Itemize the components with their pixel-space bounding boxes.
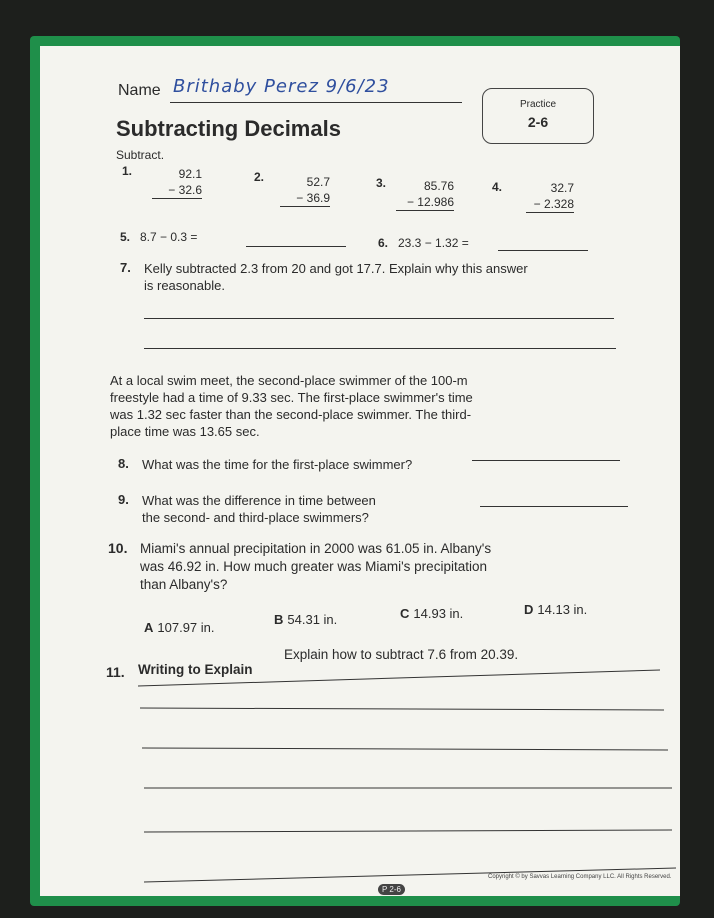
answer-line <box>144 830 672 832</box>
question-10-number: 10. <box>108 540 128 556</box>
question-11-answer-lines <box>40 46 680 896</box>
problem-3-bottom: − 12.986 <box>396 194 454 211</box>
practice-label: Practice <box>519 99 557 110</box>
problem-2-number: 2. <box>254 170 265 184</box>
choice-b-value: 54.31 in. <box>287 612 338 627</box>
name-label: Name <box>118 82 161 99</box>
passage-line: freestyle had a time of 9.33 sec. The first-place swimmer's time <box>110 390 473 405</box>
problem-5-expression: 8.7 − 0.3 = <box>140 230 198 244</box>
question-9-text: What was the difference in time between <box>142 493 376 508</box>
answer-line <box>140 708 664 710</box>
question-9-number: 9. <box>118 492 129 507</box>
question-9-text-line2: the second- and third-place swimmers? <box>142 510 369 525</box>
problem-6-expression: 23.3 − 1.32 = <box>398 236 469 250</box>
question-8-text: What was the time for the first-place swimmer? <box>142 457 413 472</box>
question-7-text: Kelly subtracted 2.3 from 20 and got 17.7. Explain why this answer <box>144 261 528 276</box>
passage-line: place time was 13.65 sec. <box>110 424 260 439</box>
choice-a-value: 107.97 in. <box>157 620 215 635</box>
question-7-number: 7. <box>120 260 131 275</box>
passage-line: was 1.32 sec faster than the second-place swimmer. The third- <box>110 407 472 422</box>
worksheet-page <box>40 46 680 896</box>
problem-3-number: 3. <box>376 176 387 190</box>
question-10-line: than Albany's? <box>140 577 228 592</box>
question-10-line: Miami's annual precipitation in 2000 was 61.05 in. Albany's <box>140 541 492 556</box>
choice-b-letter: B <box>274 612 284 627</box>
problem-4-number: 4. <box>492 180 503 194</box>
problem-1-bottom: − 32.6 <box>152 182 202 199</box>
problem-1-number: 1. <box>122 164 133 178</box>
page-code: P 2-6 <box>378 884 405 895</box>
problem-3-top: 85.76 <box>423 179 454 193</box>
answer-line <box>142 748 668 750</box>
problem-1-top: 92.1 <box>178 167 202 181</box>
handwritten-name: Brithaby Perez 9/6/23 <box>173 76 390 97</box>
problem-4-top: 32.7 <box>550 181 574 195</box>
choice-c-value: 14.93 in. <box>413 606 464 621</box>
practice-number: 2-6 <box>527 114 549 130</box>
problem-5-number: 5. <box>120 230 131 244</box>
question-11-text: Explain how to subtract 7.6 from 20.39. <box>284 647 519 662</box>
passage-line: At a local swim meet, the second-place swimmer of the 100-m <box>110 373 468 388</box>
question-11-number: 11. <box>106 664 125 680</box>
copyright-text: Copyright © by Savvas Learning Company LLC. All Rights Reserved. <box>488 874 672 880</box>
problem-2-top: 52.7 <box>306 175 330 189</box>
writing-to-explain-label: Writing to Explain <box>138 662 253 677</box>
problem-2-bottom: − 36.9 <box>280 190 330 207</box>
question-7-text-line2: is reasonable. <box>144 278 225 293</box>
choice-d-value: 14.13 in. <box>537 602 588 617</box>
question-10-line: was 46.92 in. How much greater was Miami's precipitation <box>140 559 487 574</box>
question-8-number: 8. <box>118 456 129 471</box>
choice-a-letter: A <box>144 620 154 635</box>
answer-line <box>138 670 660 686</box>
problem-4-bottom: − 2.328 <box>526 196 574 213</box>
instruction-text: Subtract. <box>116 148 165 162</box>
choice-c-letter: C <box>400 606 410 621</box>
problem-6-number: 6. <box>378 236 389 250</box>
choice-d-letter: D <box>524 602 534 617</box>
page-title: Subtracting Decimals <box>116 116 341 141</box>
